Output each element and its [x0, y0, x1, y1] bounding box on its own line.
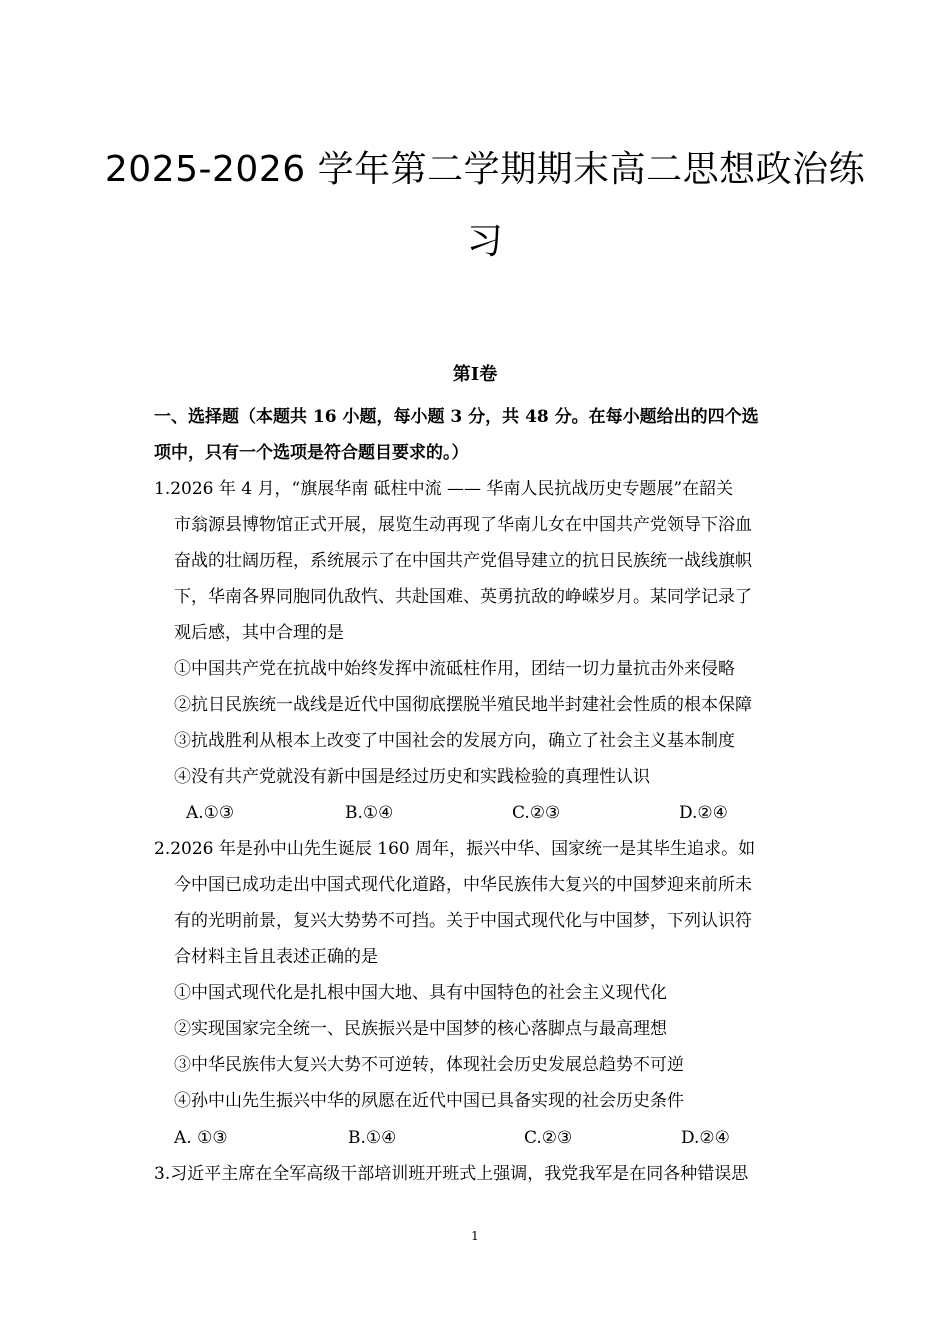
section-heading-line-2: 项中，只有一个选项是符合题目要求的。）: [154, 443, 469, 463]
q2-option-d: D.②④: [681, 1128, 730, 1148]
q2-stem-line-4: 合材料主旨且表述正确的是: [174, 947, 378, 967]
q1-statement-3: ③抗战胜利从根本上改变了中国社会的发展方向，确立了社会主义基本制度: [174, 731, 735, 751]
q2-statement-4: ④孙中山先生振兴中华的夙愿在近代中国已具备实现的社会历史条件: [174, 1091, 684, 1111]
page-number: 1: [471, 1229, 479, 1243]
exam-title-line-1: 2025-2026 学年第二学期期末高二思想政治练: [104, 149, 866, 190]
q2-stem-line-3: 有的光明前景，复兴大势势不可挡。关于中国式现代化与中国梦，下列认识符: [174, 911, 752, 931]
q1-option-a: A.①③: [186, 803, 235, 823]
q2-stem-line-2: 今中国已成功走出中国式现代化道路，中华民族伟大复兴的中国梦迎来前所未: [174, 875, 752, 895]
q2-option-a: A. ①③: [174, 1128, 228, 1148]
q2-option-b: B.①④: [348, 1128, 397, 1148]
q1-statement-2: ②抗日民族统一战线是近代中国彻底摆脱半殖民地半封建社会性质的根本保障: [174, 695, 752, 715]
volume-label: 第Ⅰ卷: [452, 364, 498, 385]
q2-statement-1: ①中国式现代化是扎根中国大地、具有中国特色的社会主义现代化: [174, 983, 667, 1003]
q1-statement-4: ④没有共产党就没有新中国是经过历史和实践检验的真理性认识: [174, 767, 650, 787]
q1-option-c: C.②③: [512, 803, 561, 823]
q3-stem-line-1: 3.习近平主席在全军高级干部培训班开班式上强调，我党我军是在同各种错误思: [154, 1164, 749, 1184]
q2-statement-3: ③中华民族伟大复兴大势不可逆转，体现社会历史发展总趋势不可逆: [174, 1055, 684, 1075]
q1-option-d: D.②④: [679, 803, 728, 823]
q1-stem-line-1: 1.2026 年 4 月，“旗展华南 砥柱中流 —— 华南人民抗战历史专题展”在韶关: [154, 479, 734, 499]
q2-option-c: C.②③: [524, 1128, 573, 1148]
q2-statement-2: ②实现国家完全统一、民族振兴是中国梦的核心落脚点与最高理想: [174, 1019, 667, 1039]
q1-option-b: B.①④: [345, 803, 394, 823]
q1-stem-line-5: 观后感，其中合理的是: [174, 623, 344, 643]
q1-stem-line-3: 奋战的壮阔历程，系统展示了在中国共产党倡导建立的抗日民族统一战线旗帜: [174, 551, 752, 571]
q1-stem-line-4: 下，华南各界同胞同仇敌忾、共赴国难、英勇抗敌的峥嵘岁月。某同学记录了: [174, 587, 752, 607]
q1-stem-line-2: 市翁源县博物馆正式开展，展览生动再现了华南儿女在中国共产党领导下浴血: [174, 515, 752, 535]
q2-stem-line-1: 2.2026 年是孙中山先生诞辰 160 周年，振兴中华、国家统一是其毕生追求。如: [154, 839, 756, 859]
exam-title-line-2: 习: [466, 221, 504, 262]
section-heading-line-1: 一、选择题（本题共 16 小题，每小题 3 分，共 48 分。在每小题给出的四个选: [154, 407, 759, 427]
q1-statement-1: ①中国共产党在抗战中始终发挥中流砥柱作用，团结一切力量抗击外来侵略: [174, 659, 735, 679]
